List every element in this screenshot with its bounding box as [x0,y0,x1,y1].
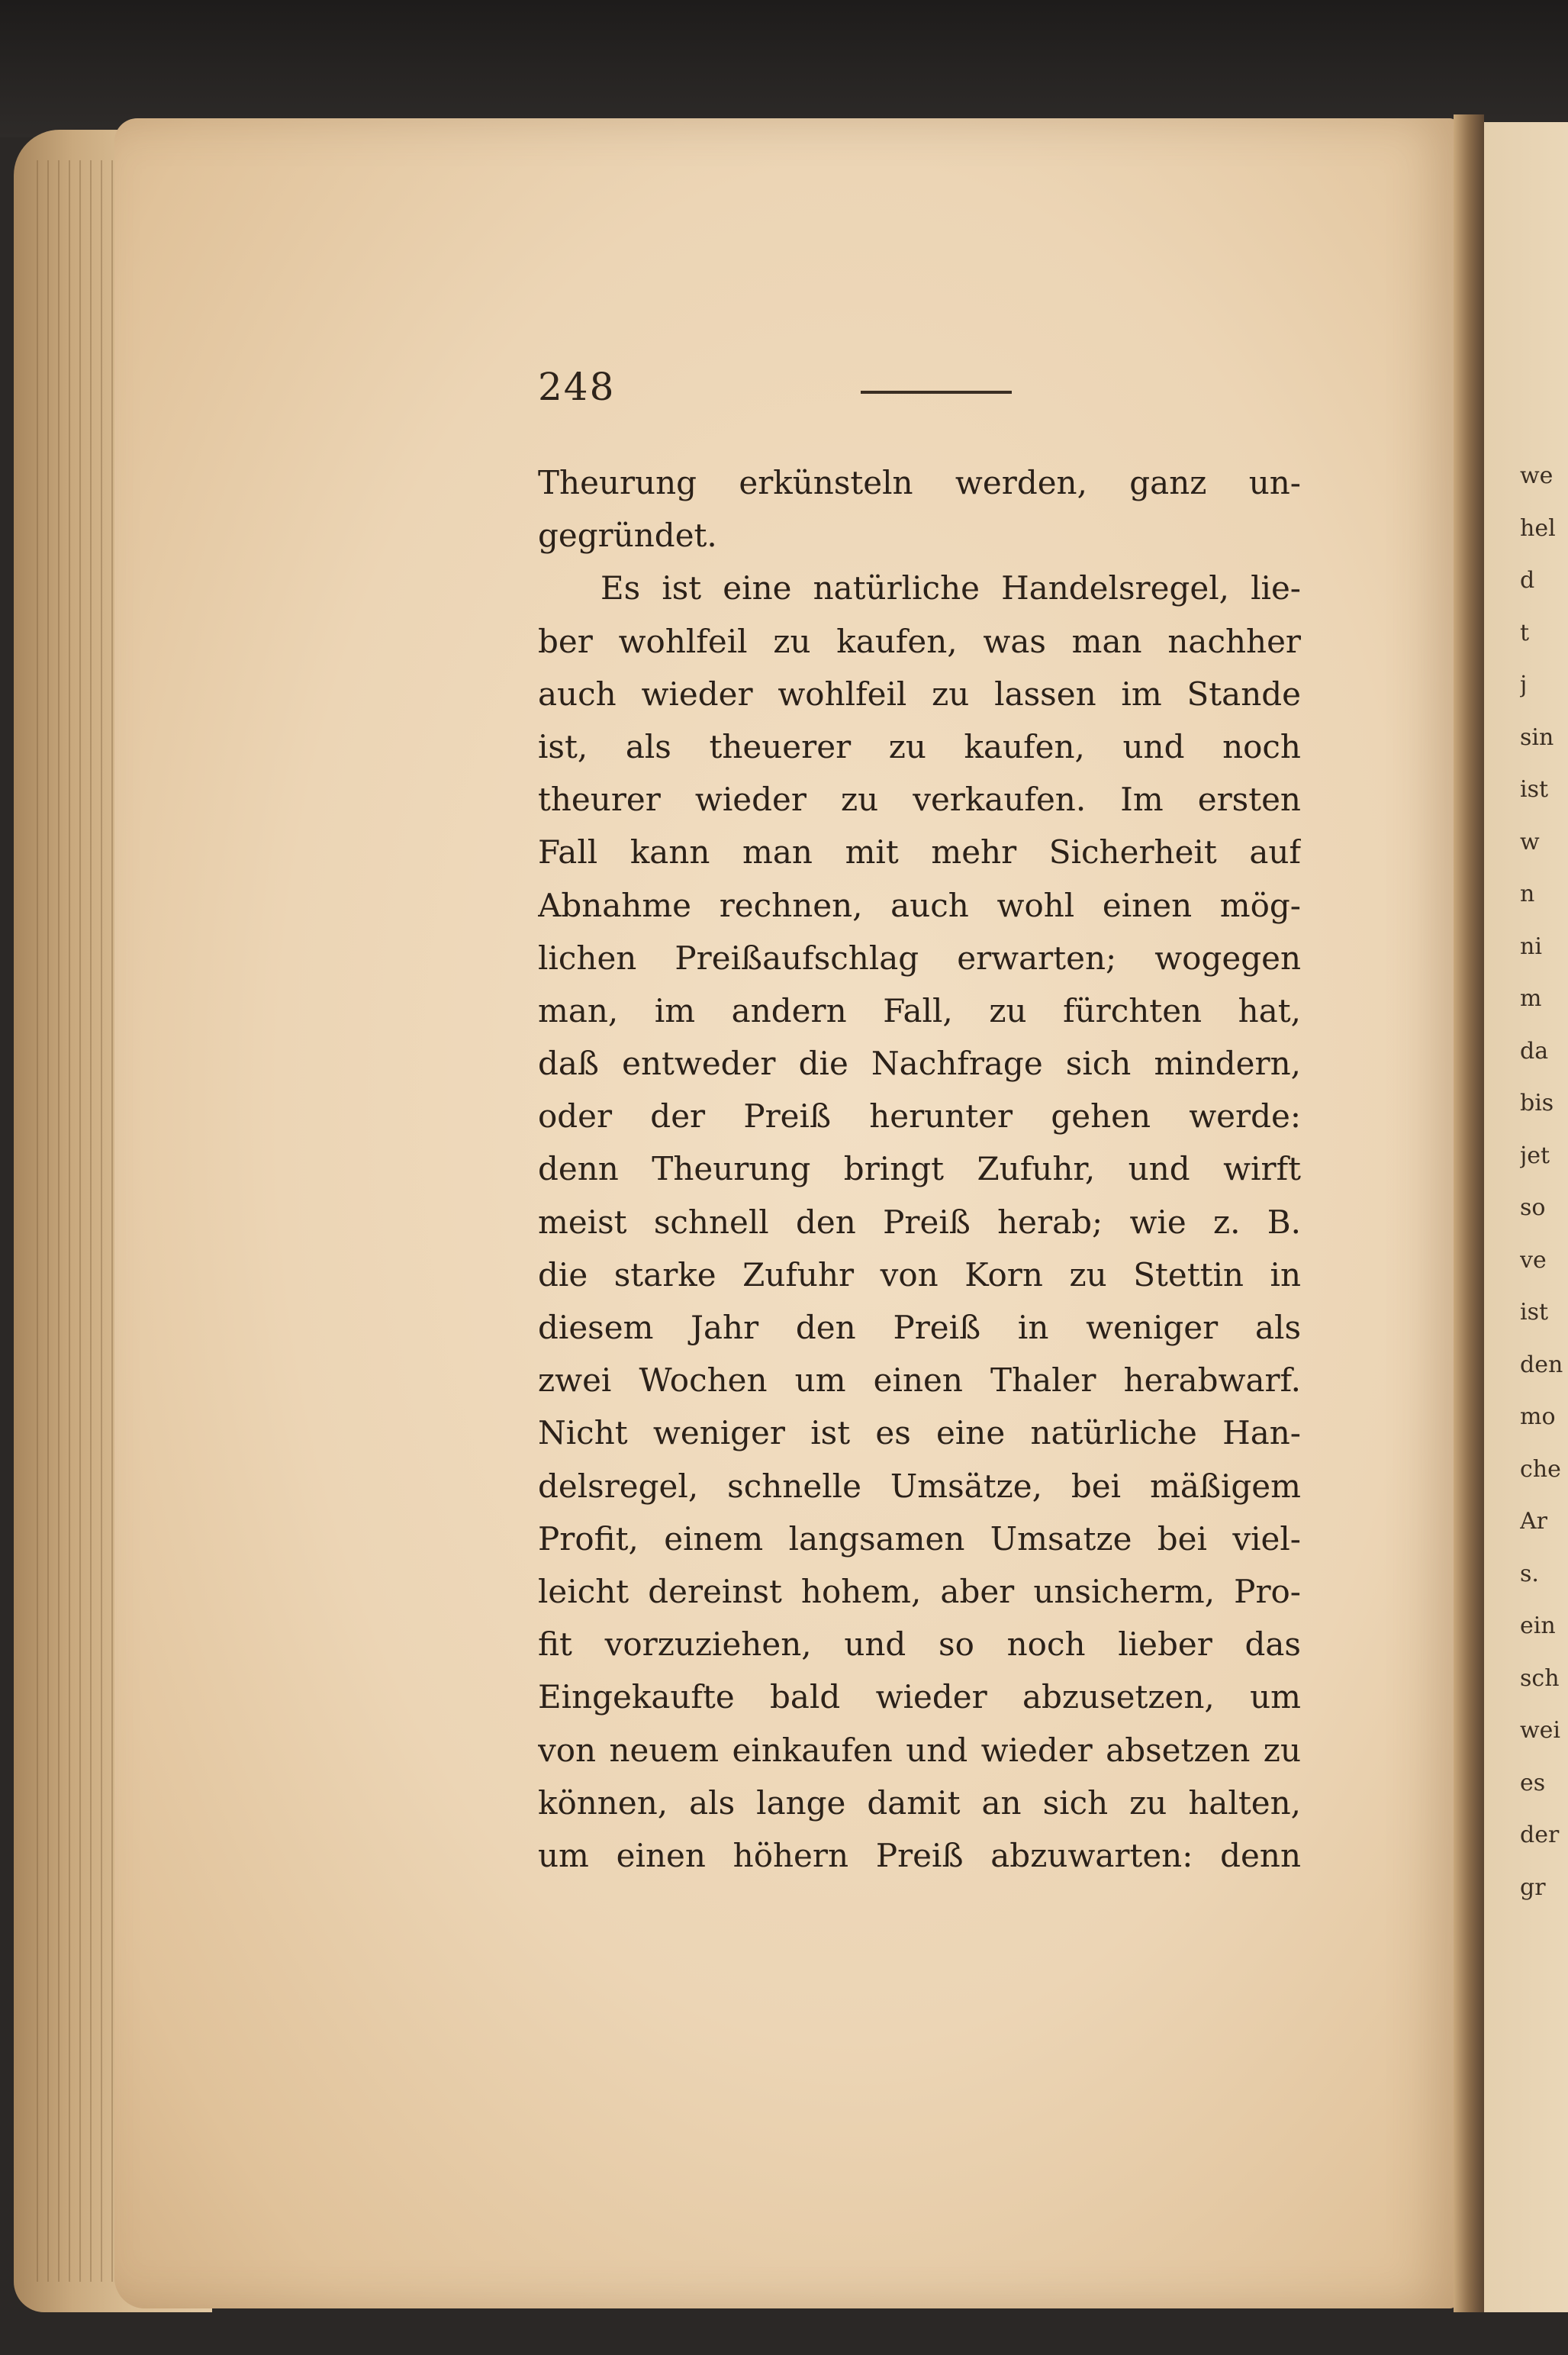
text-line: gegründet. [538,517,717,555]
text-line: fit vorzuziehen, und so noch lieber das [538,1625,1301,1664]
text-line: Eingekaufte bald wieder abzusetzen, um [538,1678,1301,1716]
text-line: die starke Zufuhr von Korn zu Stettin in [538,1255,1301,1293]
facing-fragment: n [1520,881,1535,907]
facing-fragment: wei [1520,1717,1561,1744]
facing-fragment: che [1520,1455,1561,1483]
facing-fragment: so [1520,1194,1546,1221]
text-line: meist schnell den Preiß herab; wie z. B. [538,1203,1301,1241]
facing-page-text [1520,450,1568,1914]
facing-fragment: gr [1520,1873,1546,1901]
text-line: leicht dereinst hohem, aber unsicherm, Pro- [538,1572,1301,1610]
text-line: ber wohlfeil zu kaufen, was man nachher [538,622,1301,660]
facing-fragment: ni [1520,933,1542,960]
text-line: theurer wieder zu verkaufen. Im ersten [538,781,1301,819]
facing-fragment: t [1520,619,1530,646]
text-line: um einen höhern Preiß abzuwarten: denn [538,1836,1301,1874]
text-line: lichen Preißaufschlag erwarten; wogegen [538,939,1301,977]
text-line: denn Theurung bringt Zufuhr, und wirft [538,1150,1301,1188]
facing-fragment: ist [1520,1299,1549,1326]
facing-fragment: der [1520,1822,1560,1848]
facing-fragment: sin [1520,723,1554,751]
facing-fragment: hel [1520,514,1556,542]
facing-fragment: we [1520,462,1554,489]
facing-fragment: m [1520,985,1542,1012]
facing-fragment: d [1520,567,1535,594]
facing-fragment: bis [1520,1090,1554,1116]
text-line: Profit, einem langsamen Umsatze bei viel- [538,1519,1301,1558]
facing-fragment: ve [1520,1246,1547,1274]
text-line: ist, als theuerer zu kaufen, und noch [538,727,1301,765]
facing-fragment: sch [1520,1664,1560,1692]
text-line: Theurung erkünsteln werden, ganz un- [538,464,1301,501]
facing-fragment: da [1520,1037,1549,1065]
backing-board [0,0,1568,137]
text-line: daß entweder die Nachfrage sich mindern, [538,1045,1301,1083]
facing-fragment: ist [1520,776,1549,803]
text-line: Fall kann man mit mehr Sicherheit auf [538,833,1301,871]
text-line: delsregel, schnelle Umsätze, bei mäßigem [538,1467,1301,1505]
text-line: man, im andern Fall, zu fürchten hat, [538,991,1301,1029]
text-line: Es ist eine natürliche Handelsregel, lie- [600,569,1301,607]
book-gutter [1454,114,1484,2312]
facing-fragment: es [1520,1769,1546,1796]
facing-fragment: s. [1520,1560,1539,1587]
text-line: diesem Jahr den Preiß in weniger als [538,1309,1301,1346]
facing-fragment: den [1520,1351,1563,1378]
text-line: von neuem einkaufen und wieder absetzen zu [538,1731,1301,1769]
text-line: auch wieder wohlfeil zu lassen im Stande [538,675,1301,713]
facing-fragment: ein [1520,1612,1556,1639]
text-line: Abnahme rechnen, auch wohl einen mög- [538,886,1301,924]
header-rule [861,391,1012,394]
facing-fragment: j [1520,672,1528,698]
text-line: zwei Wochen um einen Thaler herabwarf. [538,1361,1301,1400]
facing-fragment: Ar [1520,1508,1548,1535]
text-line: oder der Preiß herunter gehen werde: [538,1097,1301,1136]
text-line: Nicht weniger ist es eine natürliche Han- [538,1414,1301,1452]
page-text [538,456,1301,1882]
facing-fragment: jet [1520,1142,1550,1169]
facing-fragment: mo [1520,1403,1556,1430]
page-number: 248 [538,365,616,409]
text-line: können, als lange damit an sich zu halten, [538,1783,1301,1822]
facing-fragment: w [1520,828,1540,855]
